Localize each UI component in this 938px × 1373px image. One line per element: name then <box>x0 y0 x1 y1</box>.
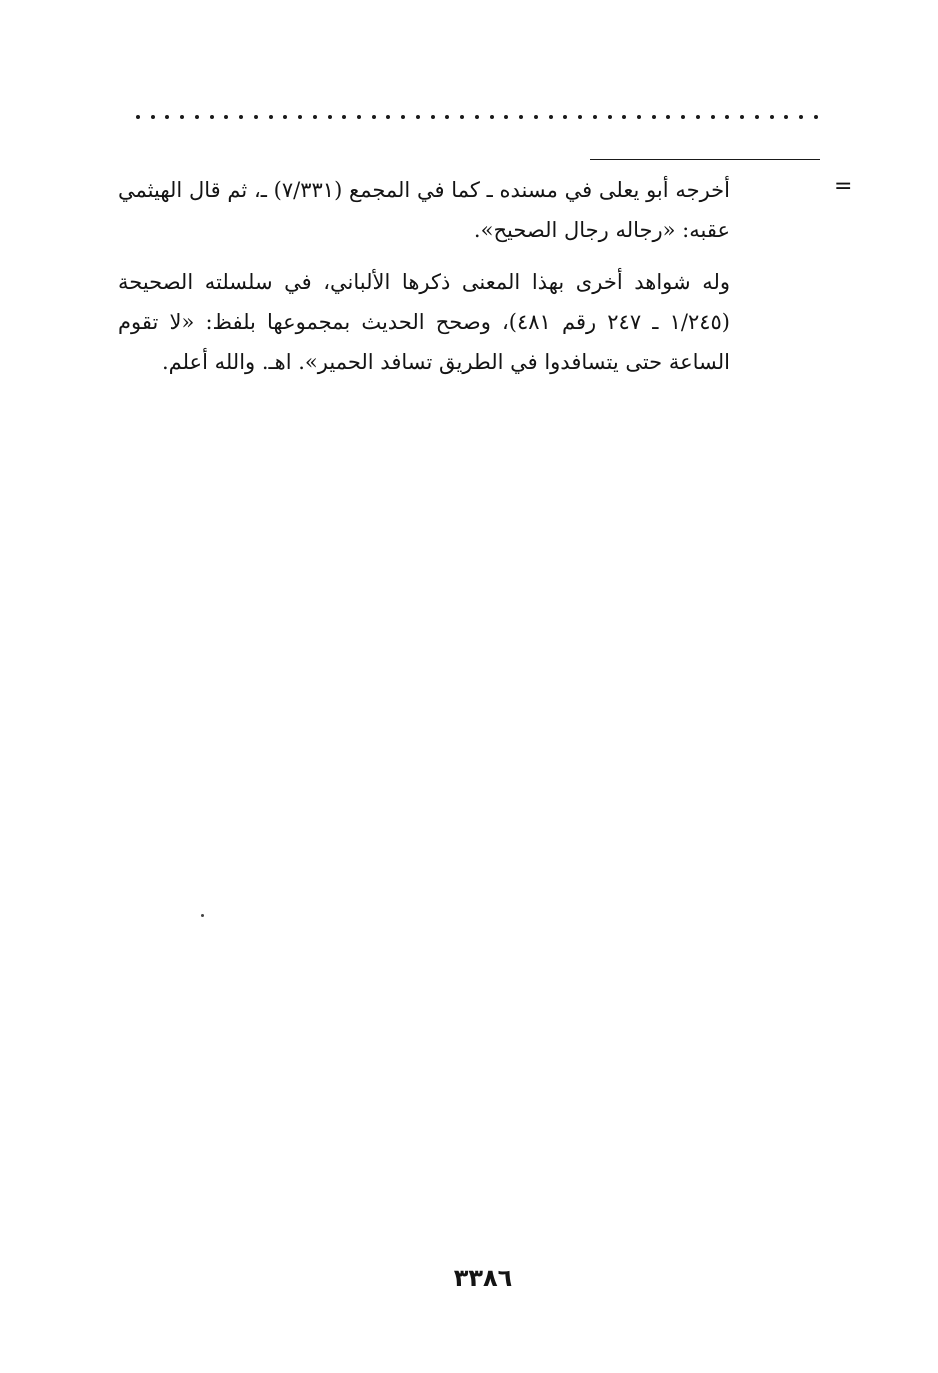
separator-dot <box>725 115 729 119</box>
separator-dot <box>239 115 243 119</box>
footnote-text <box>118 170 730 394</box>
separator-dot <box>490 115 494 119</box>
separator-dot <box>593 115 597 119</box>
separator-dot <box>784 115 788 119</box>
separator-dot <box>755 115 759 119</box>
separator-dot <box>195 115 199 119</box>
separator-dot <box>504 115 508 119</box>
separator-dot <box>578 115 582 119</box>
separator-dot <box>799 115 803 119</box>
separator-dot <box>770 115 774 119</box>
separator-dot <box>180 115 184 119</box>
separator-dot <box>342 115 346 119</box>
separator-dot <box>534 115 538 119</box>
separator-dot <box>283 115 287 119</box>
separator-dot <box>549 115 553 119</box>
separator-dot <box>165 115 169 119</box>
separator-dot <box>401 115 405 119</box>
separator-dot <box>328 115 332 119</box>
separator-dot <box>681 115 685 119</box>
separator-dot <box>372 115 376 119</box>
footnote-separator-line <box>590 159 820 160</box>
separator-dot <box>637 115 641 119</box>
footnote-paragraph-1: أخرجه أبو يعلى في مسنده ـ كما في المجمع (٧/٣٣١) ـ، ثم قال الهيثمي عقبه: «رجاله رجال الصحيح». <box>118 178 730 242</box>
separator-dot <box>814 115 818 119</box>
separator-dot <box>460 115 464 119</box>
separator-dot <box>666 115 670 119</box>
separator-dot <box>269 115 273 119</box>
separator-dot <box>740 115 744 119</box>
separator-dot <box>386 115 390 119</box>
separator-dot <box>622 115 626 119</box>
footnote-continuation-mark: = <box>834 174 853 199</box>
separator-dot <box>416 115 420 119</box>
separator-dot <box>652 115 656 119</box>
separator-dot <box>475 115 479 119</box>
separator-dot <box>210 115 214 119</box>
separator-dot <box>136 115 140 119</box>
separator-dot <box>151 115 155 119</box>
separator-dot <box>431 115 435 119</box>
separator-dot <box>445 115 449 119</box>
separator-dot <box>254 115 258 119</box>
separator-dot <box>608 115 612 119</box>
separator-dot <box>357 115 361 119</box>
separator-dot <box>224 115 228 119</box>
separator-dot <box>711 115 715 119</box>
separator-dot <box>313 115 317 119</box>
page-number: ٣٣٨٦ <box>453 1264 513 1292</box>
stray-mark <box>201 914 204 917</box>
separator-dot <box>298 115 302 119</box>
footnote-paragraph-2: وله شواهد أخرى بهذا المعنى ذكرها الألباني، في سلسلته الصحيحة (١/٢٤٥ ـ ٢٤٧ رقم ٤٨١)، وصحح الحديث بمجموعها بلفظ: «لا تقوم الساعة حتى يتسافدوا في الطريق تسافد الحمير». اهـ. والله أعلم. <box>118 270 730 374</box>
dotted-separator <box>136 110 818 124</box>
separator-dot <box>519 115 523 119</box>
separator-dot <box>563 115 567 119</box>
separator-dot <box>696 115 700 119</box>
